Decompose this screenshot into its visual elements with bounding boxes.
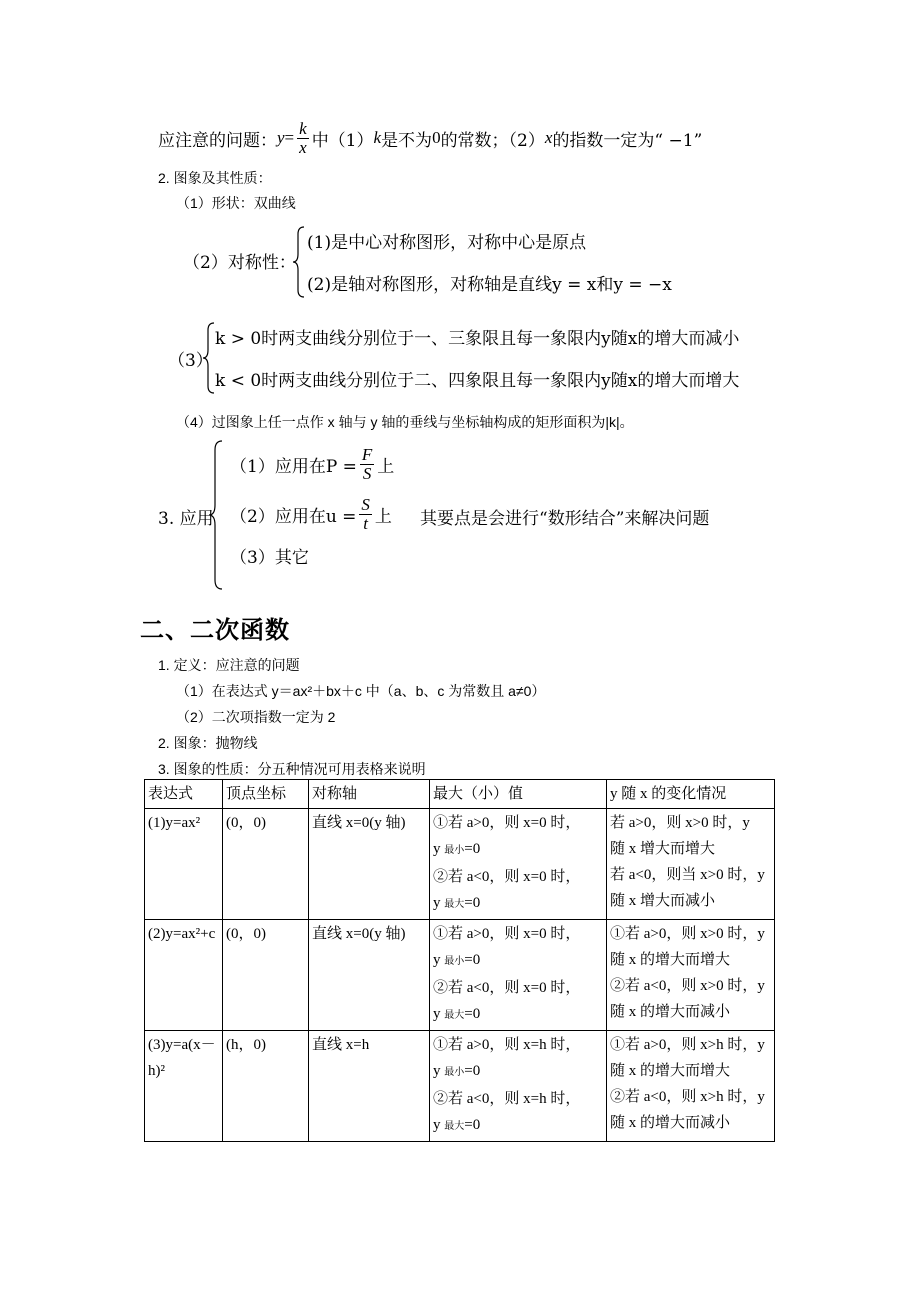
definition-note xyxy=(158,116,702,160)
section-heading-quadratic: 二、二次函数 xyxy=(140,616,290,644)
header-vertex: 顶点坐标 xyxy=(223,780,309,809)
cell-expression: (3)y=a(x－h)² xyxy=(145,1031,223,1142)
symmetry-label: （2）对称性： xyxy=(183,253,296,273)
extremum-subscript: 最大 xyxy=(444,1010,465,1021)
cell-vertex: (0，0) xyxy=(223,809,309,920)
definition-item-1: （1）在表达式 y＝ax²＋bx＋c 中（a、b、c 为常数且 a≠0） xyxy=(176,683,546,699)
monotonic-item-1: k > 0时两支曲线分别位于一、三象限且每一象限内y随x的增大而减小 xyxy=(215,329,740,349)
graph-properties-title: 2. 图象及其性质： xyxy=(158,170,272,186)
extremum-subscript: 最小 xyxy=(444,956,465,967)
cell-extremum xyxy=(430,809,607,920)
y-symbol: y xyxy=(433,1063,445,1079)
cell-vertex: (h，0) xyxy=(223,1031,309,1142)
extremum-value: =0 xyxy=(464,1117,481,1133)
extremum-line xyxy=(433,1112,603,1140)
note-eq: = xyxy=(284,128,295,147)
y-symbol: y xyxy=(433,895,445,911)
extremum-line: ①若 a>0，则 x=0 时， xyxy=(433,815,581,831)
note-mid2: 是不为 xyxy=(381,130,433,151)
y-symbol: y xyxy=(433,952,445,968)
cell-axis: 直线 x=0(y 轴) xyxy=(309,809,430,920)
extremum-value: =0 xyxy=(464,1063,481,1079)
variation-line: ②若 a<0，则 x>0 时，y xyxy=(610,978,765,994)
left-brace xyxy=(292,226,306,298)
properties-title: 3. 图象的性质：分五种情况可用表格来说明 xyxy=(158,761,426,777)
symmetry-item-1: (1)是中心对称图形，对称中心是原点 xyxy=(307,233,587,253)
header-extremum: 最大（小）值 xyxy=(430,780,607,809)
extremum-value: =0 xyxy=(464,841,481,857)
extremum-line: ②若 a<0，则 x=0 时， xyxy=(433,869,581,885)
variation-line: 随 x 的增大而减小 xyxy=(610,1004,731,1020)
graph-title: 2. 图象：抛物线 xyxy=(158,735,258,751)
left-brace xyxy=(208,440,224,590)
fraction-numerator: S xyxy=(361,494,370,514)
extremum-line xyxy=(433,890,603,918)
cell-variation xyxy=(607,809,775,920)
extremum-line: ②若 a<0，则 x=h 时， xyxy=(433,1091,581,1107)
variation-line: ②若 a<0，则 x>h 时，y xyxy=(610,1089,765,1105)
application-key-point: 其要点是会进行“数形结合”来解决问题 xyxy=(420,509,710,529)
note-zero: 0 xyxy=(432,128,441,147)
variation-line: ①若 a>0，则 x>0 时，y xyxy=(610,926,765,942)
extremum-line: ①若 a>0，则 x=h 时， xyxy=(433,1037,581,1053)
shape-line: （1）形状：双曲线 xyxy=(176,195,296,211)
note-mid1: 中（1） xyxy=(311,130,374,151)
k-over-x-fraction xyxy=(297,120,309,157)
variation-line: 若 a>0，则 x>0 时，y xyxy=(610,815,750,831)
y-symbol: y xyxy=(433,1117,445,1133)
cell-expression: (1)y=ax² xyxy=(145,809,223,920)
monotonic-label: （3） xyxy=(168,351,213,371)
definition-item-2: （2）二次项指数一定为 2 xyxy=(176,709,336,725)
extremum-value: =0 xyxy=(464,1006,481,1022)
header-variation: y 随 x 的变化情况 xyxy=(607,780,775,809)
extremum-line xyxy=(433,836,603,864)
extremum-value: =0 xyxy=(464,952,481,968)
header-axis: 对称轴 xyxy=(309,780,430,809)
f-over-s-fraction xyxy=(360,446,374,483)
variation-line: 随 x 增大而减小 xyxy=(610,893,716,909)
symmetry-item-2: (2)是轴对称图形，对称轴是直线y = x和y = −x xyxy=(307,275,672,295)
variation-line: 随 x 的增大而增大 xyxy=(610,1063,731,1079)
extremum-subscript: 最小 xyxy=(444,845,465,856)
application-item-3: （3）其它 xyxy=(230,548,309,568)
variation-line: 若 a<0，则当 x>0 时，y xyxy=(610,867,765,883)
left-brace xyxy=(202,322,216,394)
monotonic-item-2: k < 0时两支曲线分别位于二、四象限且每一象限内y随x的增大而增大 xyxy=(215,371,740,391)
note-k: k xyxy=(373,128,382,147)
fraction-numerator: k xyxy=(299,118,307,138)
extremum-line xyxy=(433,1058,603,1086)
application-label: 3. 应用 xyxy=(158,509,214,529)
fraction-denominator: S xyxy=(362,463,372,483)
cell-axis: 直线 x=0(y 轴) xyxy=(309,920,430,1031)
extremum-line xyxy=(433,947,603,975)
note-x: x xyxy=(544,128,553,147)
application-2-prefix: （2）应用在u = xyxy=(230,506,357,527)
extremum-subscript: 最小 xyxy=(444,1067,465,1078)
variation-line: ①若 a>0，则 x>h 时，y xyxy=(610,1037,765,1053)
table-row xyxy=(145,920,775,1031)
y-symbol: y xyxy=(433,1006,445,1022)
table-row xyxy=(145,809,775,920)
definition-title: 1. 定义：应注意的问题 xyxy=(158,657,300,673)
header-expression: 表达式 xyxy=(145,780,223,809)
application-item-2 xyxy=(230,492,392,536)
cell-variation xyxy=(607,920,775,1031)
extremum-line: ①若 a>0，则 x=0 时， xyxy=(433,926,581,942)
table-row xyxy=(145,1031,775,1142)
fraction-denominator: t xyxy=(363,513,369,533)
fraction-numerator: F xyxy=(361,444,373,464)
s-over-t-fraction xyxy=(359,496,372,533)
application-item-1 xyxy=(230,442,394,486)
properties-table xyxy=(144,779,775,1142)
extremum-line: ②若 a<0，则 x=0 时， xyxy=(433,980,581,996)
extremum-subscript: 最大 xyxy=(444,899,465,910)
fraction-denominator: x xyxy=(299,137,307,157)
variation-line: 随 x 增大而增大 xyxy=(610,841,716,857)
application-1-prefix: （1）应用在P = xyxy=(230,456,357,477)
cell-vertex: (0，0) xyxy=(223,920,309,1031)
note-lhs: y xyxy=(277,128,285,147)
y-symbol: y xyxy=(433,841,445,857)
note-mid4: 的指数一定为“ −1” xyxy=(552,130,703,151)
cell-axis: 直线 x=h xyxy=(309,1031,430,1142)
table-header-row xyxy=(145,780,775,809)
application-2-suffix: 上 xyxy=(374,506,392,527)
note-mid3: 的常数；（2） xyxy=(440,130,545,151)
extremum-subscript: 最大 xyxy=(444,1121,465,1132)
cell-expression: (2)y=ax²+c xyxy=(145,920,223,1031)
cell-variation xyxy=(607,1031,775,1142)
extremum-line xyxy=(433,1001,603,1029)
area-property: （4）过图象上任一点作 x 轴与 y 轴的垂线与坐标轴构成的矩形面积为|k|。 xyxy=(176,414,634,430)
variation-line: 随 x 的增大而增大 xyxy=(610,952,731,968)
variation-line: 随 x 的增大而减小 xyxy=(610,1115,731,1131)
cell-extremum xyxy=(430,1031,607,1142)
extremum-value: =0 xyxy=(464,895,481,911)
cell-extremum xyxy=(430,920,607,1031)
application-1-suffix: 上 xyxy=(377,456,395,477)
note-prefix: 应注意的问题： xyxy=(158,130,277,151)
